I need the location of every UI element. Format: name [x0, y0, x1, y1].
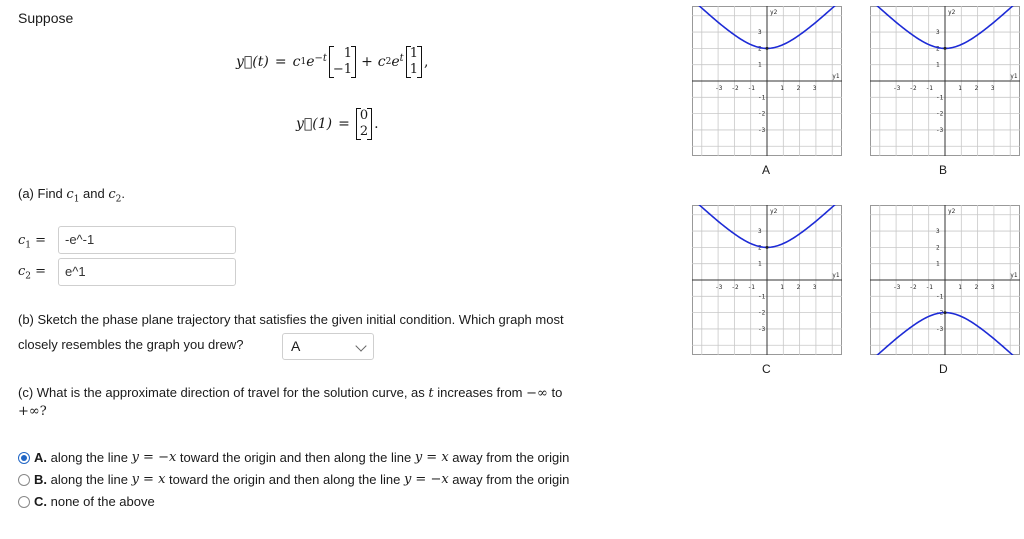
option-letter: B. [34, 472, 47, 487]
y-axis-label: y2 [770, 208, 778, 216]
y-tick-label: -2 [936, 110, 944, 118]
radio-button[interactable] [18, 474, 30, 486]
option-text-b: toward the origin and then along the line [165, 472, 404, 487]
part-a-and: and [79, 186, 109, 201]
ic-vec-bottom: 2 [359, 124, 369, 139]
y-tick-label: 3 [936, 228, 940, 236]
part-a-c1: c [66, 187, 74, 202]
page-title: Suppose [18, 10, 74, 26]
graph-a-label: A [762, 163, 771, 177]
radio-button[interactable] [18, 452, 30, 464]
graph-c-label: C [762, 362, 771, 376]
x-tick-label: 2 [974, 85, 979, 92]
y-tick-label: -1 [936, 94, 944, 102]
x-tick-label: -1 [747, 284, 755, 291]
c2-label-sub: 2 [25, 271, 32, 282]
x-axis-label: y1 [1010, 272, 1018, 279]
x-axis-label: y1 [832, 272, 840, 279]
graph-c [692, 205, 842, 355]
x-tick-label: -3 [715, 284, 723, 291]
y-tick-label: -1 [758, 94, 766, 102]
y-tick-label: -1 [758, 293, 766, 301]
x-tick-label: -3 [715, 85, 723, 92]
initial-point [944, 47, 947, 50]
option-math-2: y = −x [403, 472, 449, 487]
ic-equals: = [338, 116, 350, 132]
x-tick-label: 1 [958, 284, 962, 291]
part-a-c1-sub: 1 [73, 194, 80, 205]
ic-lhs: y⃗(1) [296, 116, 333, 132]
y-axis-label: y2 [948, 208, 956, 216]
x-tick-label: 1 [958, 85, 962, 92]
y-tick-label: 1 [936, 260, 940, 268]
eq-exp2-sup: t [399, 52, 404, 64]
graph-select-value: A [291, 338, 301, 354]
y-tick-label: 3 [758, 29, 762, 37]
y-tick-label: 2 [758, 45, 762, 53]
eq-c1: c [292, 54, 301, 70]
y-tick-label: 1 [936, 61, 940, 69]
chevron-down-icon [355, 340, 366, 351]
x-tick-label: -2 [909, 85, 917, 92]
y-tick-label: -3 [758, 325, 766, 333]
eq-vector-1 [329, 46, 356, 78]
x-tick-label: 3 [812, 85, 817, 92]
x-axis-label: y1 [1010, 73, 1018, 80]
x-tick-label: 2 [974, 284, 979, 291]
y-tick-label: -2 [758, 110, 766, 118]
eq-vec1-top: 1 [343, 46, 353, 61]
c2-input[interactable]: e^1 [58, 258, 236, 286]
eq-exp1-base: e [306, 54, 315, 70]
x-tick-label: -2 [731, 284, 739, 291]
y-tick-label: 1 [758, 61, 762, 69]
radio-button[interactable] [18, 496, 30, 508]
x-tick-label: -1 [747, 85, 755, 92]
x-tick-label: -1 [925, 85, 933, 92]
eq-vec2-bottom: 1 [409, 62, 418, 77]
option-text-c: away from the origin [448, 450, 570, 465]
graph-d-label: D [939, 362, 948, 376]
option-1[interactable] [18, 472, 569, 487]
x-tick-label: 1 [780, 284, 784, 291]
part-a-period: . [121, 186, 125, 201]
option-math-2: y = x [414, 450, 449, 465]
option-math-1: y = −x [131, 450, 177, 465]
part-a-c2: c [108, 187, 116, 202]
y-tick-label: -3 [936, 325, 944, 333]
x-tick-label: 3 [990, 85, 995, 92]
part-a-c2-sub: 2 [115, 194, 122, 205]
c1-label [18, 233, 46, 251]
graph-select[interactable] [282, 333, 374, 360]
y-tick-label: 2 [936, 244, 940, 252]
solution-equation [236, 46, 428, 78]
y-tick-label: 2 [936, 45, 940, 53]
eq-lhs: y⃗(t) [236, 54, 269, 70]
option-text-a: along the line [47, 450, 132, 465]
x-tick-label: -2 [731, 85, 739, 92]
y-tick-label: 3 [936, 29, 940, 37]
option-letter: A. [34, 450, 47, 465]
graph-b [870, 6, 1020, 156]
initial-condition [296, 108, 379, 140]
x-tick-label: -3 [893, 85, 901, 92]
eq-plus: + [361, 54, 373, 70]
x-tick-label: -3 [893, 284, 901, 291]
y-tick-label: 1 [758, 260, 762, 268]
graph-b-label: B [939, 163, 948, 177]
c1-input[interactable]: -e^-1 [58, 226, 236, 254]
eq-vec2-top: 1 [409, 46, 418, 61]
eq-exp1-sup: −t [314, 52, 327, 64]
option-text-b: toward the origin and then along the line [176, 450, 415, 465]
c1-label-c: c [18, 233, 26, 248]
eq-trailing-comma: , [423, 54, 429, 70]
y-tick-label: 3 [758, 228, 762, 236]
option-text-a: none of the above [47, 494, 155, 509]
part-b-line2: closely resembles the graph you drew? [18, 337, 244, 352]
eq-c1-sub: 1 [300, 57, 307, 67]
y-tick-label: -2 [936, 309, 944, 317]
eq-exp2-base: e [391, 54, 400, 70]
eq-equals: = [274, 54, 287, 70]
y-tick-label: -1 [936, 293, 944, 301]
initial-point [766, 47, 769, 50]
eq-vector-2 [406, 46, 422, 78]
part-c-line2: +∞? [18, 404, 47, 419]
eq-c2: c [377, 54, 386, 70]
option-letter: C. [34, 494, 47, 509]
part-c-text-a: (c) What is the approximate direction of travel for the solution curve, as [18, 385, 429, 400]
ic-trailing-period: . [374, 116, 379, 132]
ic-vec-top: 0 [359, 108, 369, 123]
part-c-t: t [428, 386, 434, 401]
y-tick-label: -2 [758, 309, 766, 317]
eq-vec1-bottom: −1 [332, 62, 353, 77]
x-tick-label: 2 [796, 284, 801, 291]
c2-label [18, 264, 46, 282]
x-tick-label: 3 [812, 284, 817, 291]
part-a-prompt [18, 186, 125, 205]
graph-a [692, 6, 842, 156]
initial-point [944, 311, 947, 314]
c1-label-eq: = [31, 233, 47, 248]
graph-d [870, 205, 1020, 355]
part-c-line1 [18, 385, 562, 401]
initial-point [766, 246, 769, 249]
eq-c2-sub: 2 [385, 57, 392, 67]
x-tick-label: 3 [990, 284, 995, 291]
x-tick-label: 2 [796, 85, 801, 92]
option-text-a: along the line [47, 472, 132, 487]
y-tick-label: -3 [758, 126, 766, 134]
y-tick-label: -3 [936, 126, 944, 134]
x-tick-label: -2 [909, 284, 917, 291]
option-text-c: away from the origin [448, 472, 570, 487]
part-a-text: (a) Find [18, 186, 67, 201]
ic-vector [356, 108, 372, 140]
c2-label-c: c [18, 264, 26, 279]
option-2[interactable] [18, 494, 155, 509]
option-math-1: y = x [131, 472, 166, 487]
part-c-minus-inf: −∞ [526, 386, 548, 401]
x-axis-label: y1 [832, 73, 840, 80]
part-c-text-c: to [547, 385, 563, 400]
y-axis-label: y2 [948, 9, 956, 17]
part-b-line1: (b) Sketch the phase plane trajectory that satisfies the given initial condition. Which graph most [18, 312, 564, 327]
y-tick-label: 2 [758, 244, 762, 252]
x-tick-label: -1 [925, 284, 933, 291]
y-axis-label: y2 [770, 9, 778, 17]
c2-label-eq: = [31, 264, 47, 279]
c1-label-sub: 1 [25, 240, 32, 251]
option-0[interactable] [18, 450, 569, 465]
part-c-text-b: increases from [433, 385, 527, 400]
x-tick-label: 1 [780, 85, 784, 92]
